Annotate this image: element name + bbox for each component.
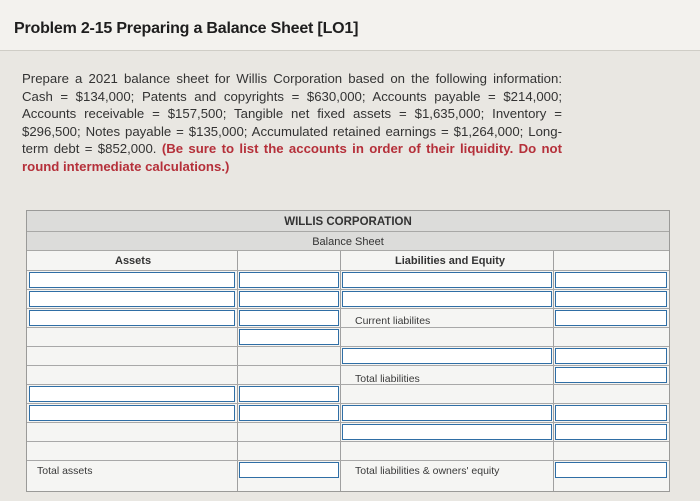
grid-line xyxy=(27,441,669,442)
asset-name-input-4[interactable] xyxy=(29,386,235,402)
asset-amount-input-3[interactable] xyxy=(239,310,339,326)
problem-text: Prepare a 2021 balance sheet for Willis Corporation based on the following information: Cash = $134,000; Patents and copyrights = $630,000; Accounts payable = $214,000; Accounts receivable = $157,500; Tangible net fixed assets = $1,635,000; Inventory = $296,500; Notes payable = $135,000; Accumulated retained earnings = $1,264,000; Long-term debt = $852,000. xyxy=(22,71,562,156)
grid-line xyxy=(237,251,238,491)
current-liabilities-label: Current liabilites xyxy=(355,315,431,327)
equity-amount-input-1[interactable] xyxy=(555,405,667,421)
liability-amount-input-1[interactable] xyxy=(555,272,667,288)
asset-name-input-1[interactable] xyxy=(29,272,235,288)
grid-line xyxy=(27,403,669,404)
liability-amount-input-2[interactable] xyxy=(555,291,667,307)
grid-line xyxy=(27,365,669,366)
equity-amount-input-2[interactable] xyxy=(555,424,667,440)
total-liabilities-equity-input[interactable] xyxy=(555,462,667,478)
problem-instruction: (Be sure to list the accounts in order of their liquidity. Do not round intermediate calculations.) xyxy=(22,141,563,174)
statement-title: Balance Sheet xyxy=(27,232,669,251)
problem-title: Problem 2-15 Preparing a Balance Sheet [LO1] xyxy=(14,20,359,37)
asset-name-input-2[interactable] xyxy=(29,291,235,307)
grid-line xyxy=(27,346,669,347)
asset-amount-input-5[interactable] xyxy=(239,405,339,421)
total-assets-input[interactable] xyxy=(239,462,339,478)
equity-name-input-1[interactable] xyxy=(342,405,552,421)
problem-header xyxy=(0,0,700,51)
grid-line xyxy=(553,251,554,491)
balance-sheet xyxy=(26,210,670,492)
total-liabilities-label: Total liabilities xyxy=(355,373,420,385)
asset-amount-input-1[interactable] xyxy=(239,272,339,288)
liability-name-input-2[interactable] xyxy=(342,291,552,307)
assets-header: Assets xyxy=(115,255,152,267)
liability-name-input-3[interactable] xyxy=(342,348,552,364)
liability-name-input-1[interactable] xyxy=(342,272,552,288)
problem-statement xyxy=(22,70,562,175)
total-liabilities-input[interactable] xyxy=(555,367,667,383)
total-assets-label: Total assets xyxy=(37,465,93,477)
current-liabilities-input[interactable] xyxy=(555,310,667,326)
grid-line xyxy=(27,422,669,423)
liabilities-equity-header: Liabilities and Equity xyxy=(395,255,506,267)
asset-amount-input-2[interactable] xyxy=(239,291,339,307)
grid-line xyxy=(27,289,669,290)
asset-amount-input-4[interactable] xyxy=(239,386,339,402)
grid-line xyxy=(27,384,669,385)
grid-line xyxy=(27,327,669,328)
company-name: WILLIS CORPORATION xyxy=(27,211,669,232)
grid-line xyxy=(340,251,341,491)
total-liabilities-equity-label: Total liabilities & owners' equity xyxy=(355,465,500,477)
grid-line xyxy=(27,270,669,271)
liability-amount-input-3[interactable] xyxy=(555,348,667,364)
grid-line xyxy=(27,308,669,309)
asset-name-input-5[interactable] xyxy=(29,405,235,421)
asset-name-input-3[interactable] xyxy=(29,310,235,326)
equity-name-input-2[interactable] xyxy=(342,424,552,440)
grid-line xyxy=(27,460,669,461)
current-assets-total-input[interactable] xyxy=(239,329,339,345)
